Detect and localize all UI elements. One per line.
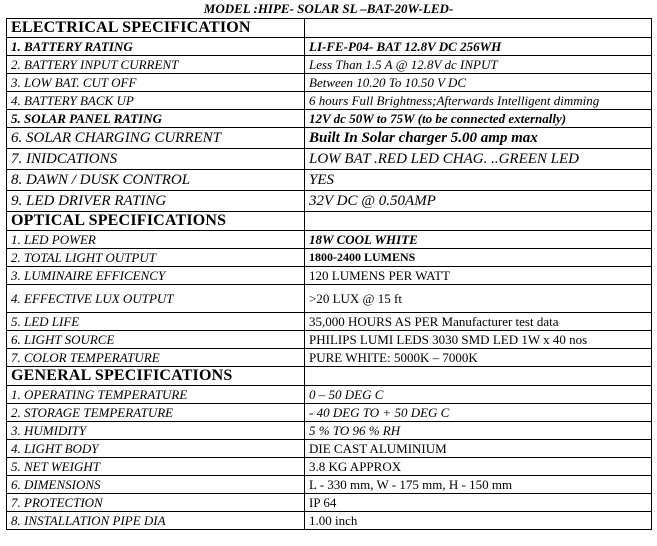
spec-value: >20 LUX @ 15 ft (305, 285, 652, 313)
spec-value: - 40 DEG TO + 50 DEG C (305, 404, 652, 422)
table-row (7, 170, 652, 191)
spec-label: 4. EFFECTIVE LUX OUTPUT (7, 285, 305, 313)
table-row (7, 285, 652, 313)
spec-label: 3. LOW BAT. CUT OFF (7, 74, 305, 92)
table-row (7, 512, 652, 530)
table-row (7, 149, 652, 170)
table-row (7, 267, 652, 285)
spec-label: 6. SOLAR CHARGING CURRENT (7, 128, 305, 149)
spec-value: Between 10.20 To 10.50 V DC (305, 74, 652, 92)
table-row (7, 92, 652, 110)
table-row (7, 38, 652, 56)
spec-value: LOW BAT .RED LED CHAG. ..GREEN LED (305, 149, 652, 170)
section-heading: ELECTRICAL SPECIFICATION (7, 19, 305, 38)
spec-value: IP 64 (305, 494, 652, 512)
spec-label: 5. NET WEIGHT (7, 458, 305, 476)
table-row (7, 494, 652, 512)
spec-value: 1.00 inch (305, 512, 652, 530)
spec-label: 8. INSTALLATION PIPE DIA (7, 512, 305, 530)
spec-label: 7. INIDCATIONS (7, 149, 305, 170)
table-row (7, 440, 652, 458)
spec-value: PURE WHITE: 5000K – 7000K (305, 349, 652, 367)
spec-label: 3. LUMINAIRE EFFICENCY (7, 267, 305, 285)
table-row (7, 476, 652, 494)
section-heading-blank (305, 367, 652, 386)
spec-value: PHILIPS LUMI LEDS 3030 SMD LED 1W x 40 nos (305, 331, 652, 349)
spec-label: 1. BATTERY RATING (7, 38, 305, 56)
spec-value: YES (305, 170, 652, 191)
section-header-electrical (7, 19, 652, 38)
spec-label: 4. LIGHT BODY (7, 440, 305, 458)
section-header-general (7, 367, 652, 386)
spec-label: 2. TOTAL LIGHT OUTPUT (7, 249, 305, 267)
table-row (7, 349, 652, 367)
spec-label: 3. HUMIDITY (7, 422, 305, 440)
spec-value: 12V dc 50W to 75W (to be connected externally) (305, 110, 652, 128)
spec-label: 4. BATTERY BACK UP (7, 92, 305, 110)
table-row (7, 56, 652, 74)
spec-value: 6 hours Full Brightness;Afterwards Intelligent dimming (305, 92, 652, 110)
spec-label: 7. COLOR TEMPERATURE (7, 349, 305, 367)
spec-label: 6. DIMENSIONS (7, 476, 305, 494)
spec-label: 7. PROTECTION (7, 494, 305, 512)
table-row (7, 191, 652, 212)
spec-label: 9. LED DRIVER RATING (7, 191, 305, 212)
section-heading-blank (305, 19, 652, 38)
spec-value: 18W COOL WHITE (305, 231, 652, 249)
spec-value: 32V DC @ 0.50AMP (305, 191, 652, 212)
table-row (7, 231, 652, 249)
section-heading-blank (305, 212, 652, 231)
spec-label: 1. LED POWER (7, 231, 305, 249)
spec-value: 0 – 50 DEG C (305, 386, 652, 404)
spec-value: 120 LUMENS PER WATT (305, 267, 652, 285)
spec-table (6, 18, 652, 530)
spec-value: LI-FE-P04- BAT 12.8V DC 256WH (305, 38, 652, 56)
spec-label: 2. BATTERY INPUT CURRENT (7, 56, 305, 74)
spec-value: 1800-2400 LUMENS (305, 249, 652, 267)
spec-value: 35,000 HOURS AS PER Manufacturer test data (305, 313, 652, 331)
table-row (7, 422, 652, 440)
spec-label: 1. OPERATING TEMPERATURE (7, 386, 305, 404)
spec-value: DIE CAST ALUMINIUM (305, 440, 652, 458)
spec-value: Built In Solar charger 5.00 amp max (305, 128, 652, 149)
table-row (7, 386, 652, 404)
spec-value: L - 330 mm, W - 175 mm, H - 150 mm (305, 476, 652, 494)
table-row (7, 313, 652, 331)
spec-label: 8. DAWN / DUSK CONTROL (7, 170, 305, 191)
table-row (7, 110, 652, 128)
spec-value: 3.8 KG APPROX (305, 458, 652, 476)
table-row (7, 404, 652, 422)
section-heading: OPTICAL SPECIFICATIONS (7, 212, 305, 231)
section-heading: GENERAL SPECIFICATIONS (7, 367, 305, 386)
spec-label: 5. LED LIFE (7, 313, 305, 331)
table-row (7, 128, 652, 149)
table-row (7, 249, 652, 267)
table-row (7, 458, 652, 476)
document-title: MODEL :HIPE- SOLAR SL –BAT-20W-LED- (203, 1, 454, 16)
spec-label: 6. LIGHT SOURCE (7, 331, 305, 349)
spec-value: 5 % TO 96 % RH (305, 422, 652, 440)
table-row (7, 331, 652, 349)
spec-value: Less Than 1.5 A @ 12.8V dc INPUT (305, 56, 652, 74)
section-header-optical (7, 212, 652, 231)
table-row (7, 74, 652, 92)
spec-label: 2. STORAGE TEMPERATURE (7, 404, 305, 422)
spec-label: 5. SOLAR PANEL RATING (7, 110, 305, 128)
